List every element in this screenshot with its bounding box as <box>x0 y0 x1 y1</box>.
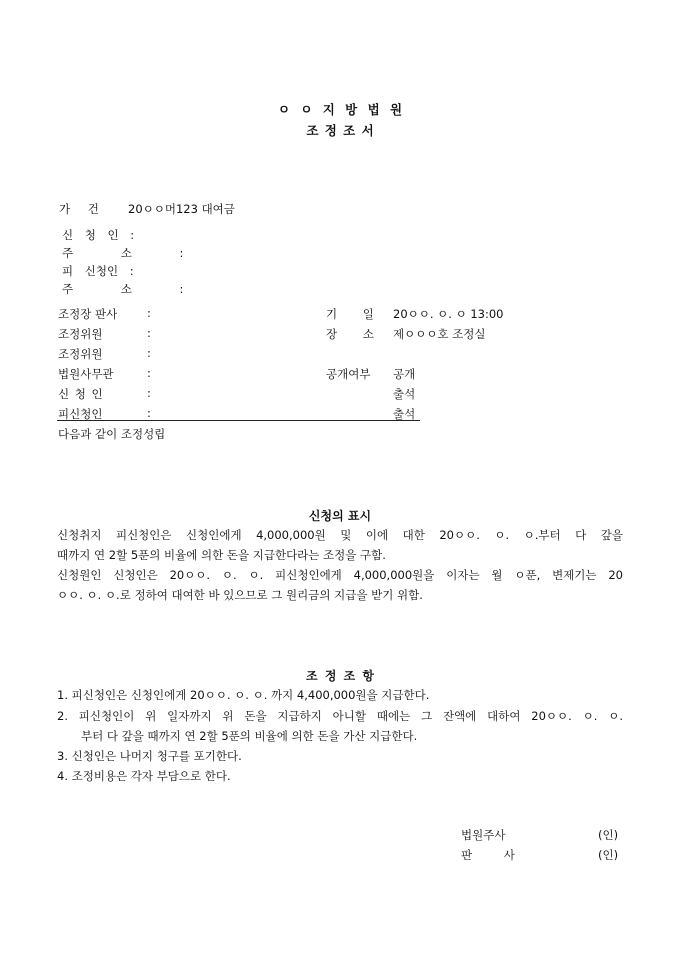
staff-applicant-label: 신 청 인 <box>58 387 103 401</box>
term-item: 2. 피신청인이 위 일자까지 위 돈을 지급하지 아니할 때에는 그 잔액에 대하여 20ㅇㅇ. ㅇ. ㅇ. <box>57 709 623 723</box>
session-place-label: 장 소 <box>326 327 374 341</box>
signature-judge-label: 판 사 <box>461 848 515 862</box>
claim-purpose-line: 신청취지 피신청인은 신청인에게 4,000,000원 및 이에 대한 20ㅇㅇ. ㅇ. ㅇ.부터 다 갚을 <box>57 528 623 542</box>
respondent-attendance: 출석 <box>393 407 416 421</box>
party-applicant-label: 신 청 인 : <box>62 228 135 242</box>
seal-mark: (인) <box>598 848 619 862</box>
settlement-result: 다음과 같이 조정성립 <box>58 427 166 441</box>
party-applicant-address-label: 주 소 : <box>62 246 184 260</box>
term-item: 4. 조정비용은 각자 부담으로 한다. <box>57 769 231 783</box>
case-label: 가 건 <box>59 202 99 216</box>
staff-colon: : <box>147 326 151 340</box>
staff-colon: : <box>147 366 151 380</box>
staff-colon: : <box>147 346 151 360</box>
claim-cause-line: 신청원인 신청인은 20ㅇㅇ. ㅇ. ㅇ. 피신청인에게 4,000,000원을 이자는 월 ㅇ푼, 변제기는 20 <box>57 568 623 582</box>
session-date-label: 기 일 <box>326 307 374 321</box>
staff-respondent-label: 피신청인 <box>58 407 103 421</box>
court-name: ㅇ ㅇ 지 방 법 원 <box>277 102 403 117</box>
term-item-continuation: 부터 다 갚을 때까지 연 2할 5푼의 비율에 의한 돈을 가산 지급한다. <box>81 729 418 743</box>
applicant-attendance: 출석 <box>393 387 416 401</box>
session-date-value: 20ㅇㅇ. ㅇ. ㅇ 13:00 <box>393 307 504 321</box>
staff-chief-label: 조정장 판사 <box>58 307 118 321</box>
party-respondent-label: 피 신청인 : <box>62 264 134 278</box>
case-value: 20ㅇㅇ머123 대여금 <box>128 202 235 216</box>
claim-heading: 신청의 표시 <box>308 509 372 523</box>
session-public-value: 공개 <box>393 367 416 381</box>
session-public-label: 공개여부 <box>326 367 371 381</box>
session-place-value: 제ㅇㅇㅇ호 조정실 <box>393 327 486 341</box>
staff-member1-label: 조정위원 <box>58 327 103 341</box>
term-item: 3. 신청인은 나머지 청구를 포기한다. <box>57 749 242 763</box>
terms-heading: 조 정 조 항 <box>306 669 374 683</box>
staff-colon: : <box>147 306 151 320</box>
seal-mark: (인) <box>598 828 619 842</box>
claim-cause-line: ㅇㅇ. ㅇ. ㅇ.로 정하여 대여한 바 있으므로 그 원리금의 지급을 받기 위함. <box>57 588 423 602</box>
divider-line <box>57 420 420 421</box>
staff-member2-label: 조정위원 <box>58 347 103 361</box>
claim-purpose-line: 때까지 연 2할 5푼의 비율에 의한 돈을 지급한다라는 조정을 구함. <box>57 548 386 562</box>
staff-colon: : <box>147 406 151 420</box>
staff-colon: : <box>147 386 151 400</box>
document-title: 조 정 조 서 <box>306 123 374 138</box>
signature-clerk-label: 법원주사 <box>461 828 506 842</box>
term-item: 1. 피신청인은 신청인에게 20ㅇㅇ. ㅇ. ㅇ. 까지 4,400,000원을 지급한다. <box>57 688 430 702</box>
party-respondent-address-label: 주 소 : <box>62 282 184 296</box>
staff-clerk-label: 법원사무관 <box>58 367 114 381</box>
